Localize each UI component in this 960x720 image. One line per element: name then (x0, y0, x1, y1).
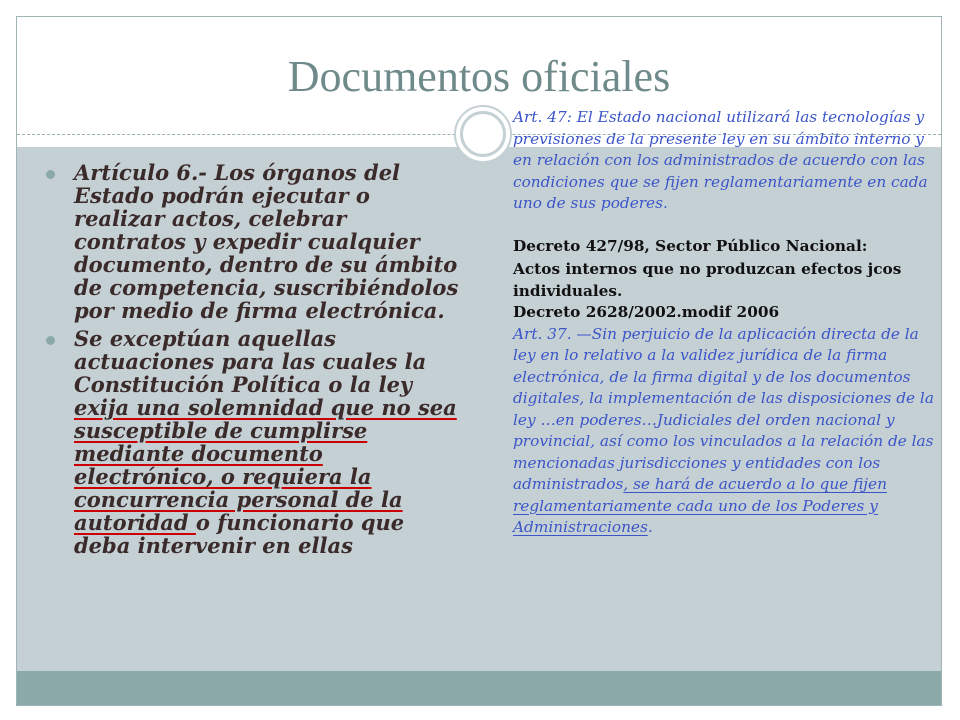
bullet-dot-icon (46, 336, 55, 345)
bullet-text: Artículo 6.- Los órganos del Estado podrán ejecutar o realizar actos, celebrar contratos y expedir cualquier documento, dentro de su ámbito de competencia, suscribiéndolos por medio de firma electrónica. (74, 160, 459, 323)
decreto2628: Decreto 2628/2002.modif 2006 (513, 303, 780, 321)
left-column (40, 161, 460, 562)
decorative-circle-inner-icon (460, 111, 506, 157)
art37-underlined: , se hará de acuerdo a lo que fijen reglamentariamente cada uno de los Poderes y Administraciones (513, 475, 887, 536)
bullet-excepciones (40, 327, 460, 557)
decreto427-line1: Decreto 427/98, Sector Público Nacional: (513, 236, 868, 255)
slide-title: Documentos oficiales (287, 52, 671, 101)
art47-text: Art. 47: El Estado nacional utilizará las tecnologías y previsiones de la presente ley en su ámbito interno y en relación con los administrados de acuerdo con las condiciones que se fijen reglamentariamente en cada uno de sus poderes. (513, 108, 928, 212)
right-column (513, 107, 938, 539)
footer-bar (17, 671, 941, 705)
slide-frame (16, 16, 942, 706)
art37-paragraph (513, 324, 938, 539)
art37-end: . (647, 518, 653, 536)
decreto427-line2: Actos internos que no produzcan efectos jcos individuales. (513, 260, 902, 300)
bullet-text-after: o funcionario que deba intervenir en ellas (74, 510, 405, 558)
bullet-text-before: Se exceptúan aquellas actuaciones para las cuales la Constitución Política o la ley (74, 326, 427, 397)
bullet-text-underlined: exija una solemnidad que no sea susceptible de cumplirse mediante documento electrónico, o requiera la concurrencia personal de la autoridad (74, 395, 457, 535)
bullet-articulo-6 (40, 161, 460, 322)
art37-text: Art. 37. —Sin perjuicio de la aplicación directa de la ley en lo relativo a la validez jurídica de la firma electrónica, de la firma digital y de los documentos digitales, la implementación de las disposiciones de la ley …en poderes…Judiciales del orden nacional y provincial, así como los vinculados a la relación de las mencionadas jurisdicciones y entidades con los administrados (513, 324, 934, 493)
bullet-dot-icon (46, 170, 55, 179)
